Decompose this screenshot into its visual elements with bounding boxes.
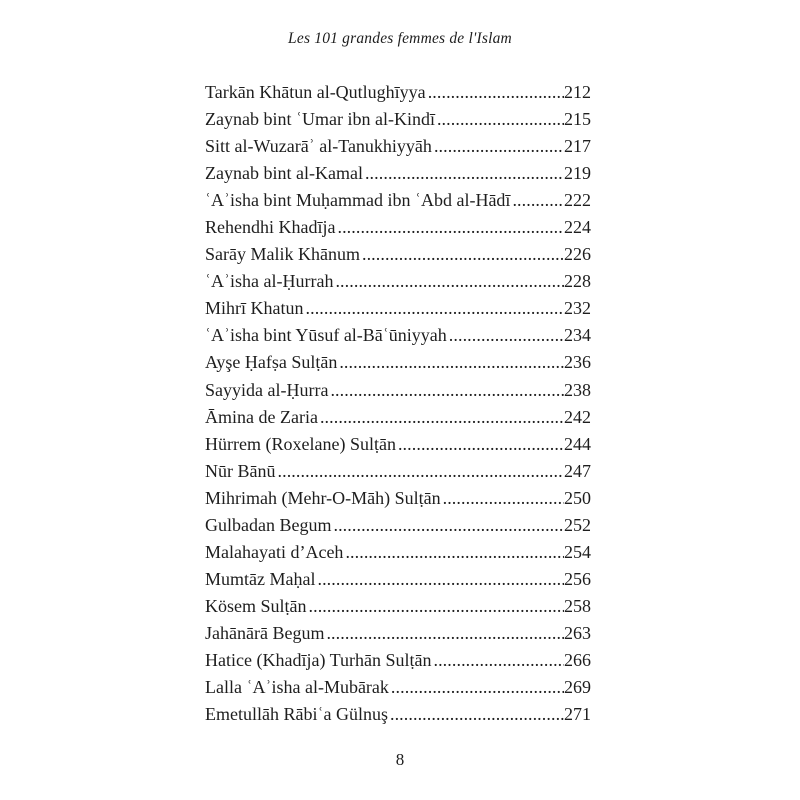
toc-entry-page: 247 — [564, 460, 591, 481]
toc-entry — [205, 404, 591, 431]
toc-entry-page: 266 — [564, 649, 591, 670]
table-of-contents — [205, 79, 591, 728]
toc-entry — [205, 295, 591, 322]
toc-entry — [205, 377, 591, 404]
toc-entry-title: Āmina de Zaria — [205, 406, 318, 427]
toc-entry-page: 226 — [564, 244, 591, 265]
toc-entry — [205, 268, 591, 295]
dot-leader — [309, 593, 565, 620]
toc-entry-page: 271 — [564, 704, 591, 725]
toc-entry-title: Ayşe Ḥafṣa Sulṭān — [205, 352, 338, 373]
toc-entry-title: Nūr Bānū — [205, 460, 276, 481]
footer-page-number: 8 — [395, 750, 405, 769]
dot-leader — [326, 620, 564, 647]
dot-leader — [434, 133, 564, 160]
toc-entry-page: 215 — [564, 109, 591, 130]
toc-entry-page: 269 — [564, 677, 591, 698]
toc-entry-title: Lalla ʿAʾisha al-Mubārak — [205, 677, 389, 698]
toc-entry-page: 228 — [564, 271, 591, 292]
toc-entry-page: 258 — [564, 595, 591, 616]
toc-entry — [205, 349, 591, 376]
dot-leader — [317, 566, 564, 593]
toc-entry-page: 234 — [564, 325, 591, 346]
dot-leader — [449, 322, 564, 349]
toc-entry — [205, 214, 591, 241]
toc-entry — [205, 512, 591, 539]
dot-leader — [443, 485, 564, 512]
dot-leader — [339, 349, 564, 376]
toc-entry — [205, 701, 591, 728]
toc-entry-title: Gulbadan Begum — [205, 514, 332, 535]
toc-entry-title: Emetullāh Rābiʿa Gülnuş — [205, 704, 388, 725]
dot-leader — [362, 241, 564, 268]
toc-entry — [205, 187, 591, 214]
toc-entry — [205, 106, 591, 133]
toc-entry-title: Zaynab bint al-Kamal — [205, 163, 363, 184]
toc-entry-title: Sarāy Malik Khānum — [205, 244, 360, 265]
toc-entry-title: Zaynab bint ʿUmar ibn al-Kindī — [205, 109, 435, 130]
toc-entry — [205, 539, 591, 566]
toc-entry-title: Mihrī Khatun — [205, 298, 304, 319]
toc-entry-title: Mumtāz Maḥal — [205, 568, 316, 589]
dot-leader — [390, 701, 564, 728]
dot-leader — [278, 458, 565, 485]
dot-leader — [391, 674, 564, 701]
toc-entry-page: 219 — [564, 163, 591, 184]
toc-entry-page: 244 — [564, 433, 591, 454]
toc-entry — [205, 241, 591, 268]
toc-entry-title: Kösem Sulṭān — [205, 595, 307, 616]
dot-leader — [306, 295, 565, 322]
dot-leader — [320, 404, 564, 431]
toc-entry-title: Jahānārā Begum — [205, 622, 325, 643]
toc-entry-page: 236 — [564, 352, 591, 373]
toc-entry-title: Tarkān Khātun al-Qutlughīyya — [205, 82, 426, 102]
dot-leader — [330, 377, 564, 404]
dot-leader — [433, 647, 564, 674]
toc-entry-page: 224 — [564, 217, 591, 238]
toc-entry — [205, 674, 591, 701]
toc-entry — [205, 133, 591, 160]
toc-entry-page: 217 — [564, 136, 591, 157]
toc-entry-page: 263 — [564, 622, 591, 643]
toc-entry-title: ʿAʾisha bint Yūsuf al-Bāʿūniyyah — [205, 325, 447, 346]
toc-entry-page: 212 — [564, 82, 591, 102]
toc-entry-title: ʿAʾisha bint Muḥammad ibn ʿAbd al-Hādī — [205, 190, 511, 211]
toc-entry — [205, 322, 591, 349]
toc-entry-page: 252 — [564, 514, 591, 535]
toc-entry-title: Mihrimah (Mehr-O-Māh) Sulṭān — [205, 487, 441, 508]
toc-entry — [205, 458, 591, 485]
toc-entry-title: Malahayati d’Aceh — [205, 541, 344, 562]
toc-entry-title: ʿAʾisha al-Ḥurrah — [205, 271, 334, 292]
toc-entry-title: Hürrem (Roxelane) Sulṭān — [205, 433, 396, 454]
toc-entry-title: Hatice (Khadīja) Turhān Sulṭān — [205, 649, 432, 670]
toc-entry-page: 222 — [564, 190, 591, 211]
toc-entry-title: Sitt al-Wuzarāʾ al-Tanukhiyyāh — [205, 136, 432, 157]
dot-leader — [345, 539, 564, 566]
toc-entry — [205, 160, 591, 187]
toc-entry-page: 238 — [564, 379, 591, 400]
toc-entry — [205, 485, 591, 512]
toc-entry-title: Sayyida al-Ḥurra — [205, 379, 329, 400]
toc-entry-page: 254 — [564, 541, 591, 562]
toc-entry-page: 250 — [564, 487, 591, 508]
toc-entry-title: Rehendhi Khadīja — [205, 217, 336, 238]
dot-leader — [365, 160, 564, 187]
dot-leader — [337, 214, 564, 241]
dot-leader — [335, 268, 564, 295]
toc-entry — [205, 620, 591, 647]
dot-leader — [428, 79, 564, 106]
dot-leader — [512, 187, 564, 214]
running-header-title: Les 101 grandes femmes de l'Islam — [288, 30, 512, 47]
toc-entry — [205, 79, 591, 106]
toc-entry-page: 232 — [564, 298, 591, 319]
dot-leader — [333, 512, 564, 539]
toc-entry — [205, 431, 591, 458]
dot-leader — [437, 106, 564, 133]
toc-entry — [205, 566, 591, 593]
dot-leader — [398, 431, 564, 458]
toc-entry-page: 242 — [564, 406, 591, 427]
toc-entry — [205, 593, 591, 620]
toc-entry — [205, 647, 591, 674]
toc-entry-page: 256 — [564, 568, 591, 589]
